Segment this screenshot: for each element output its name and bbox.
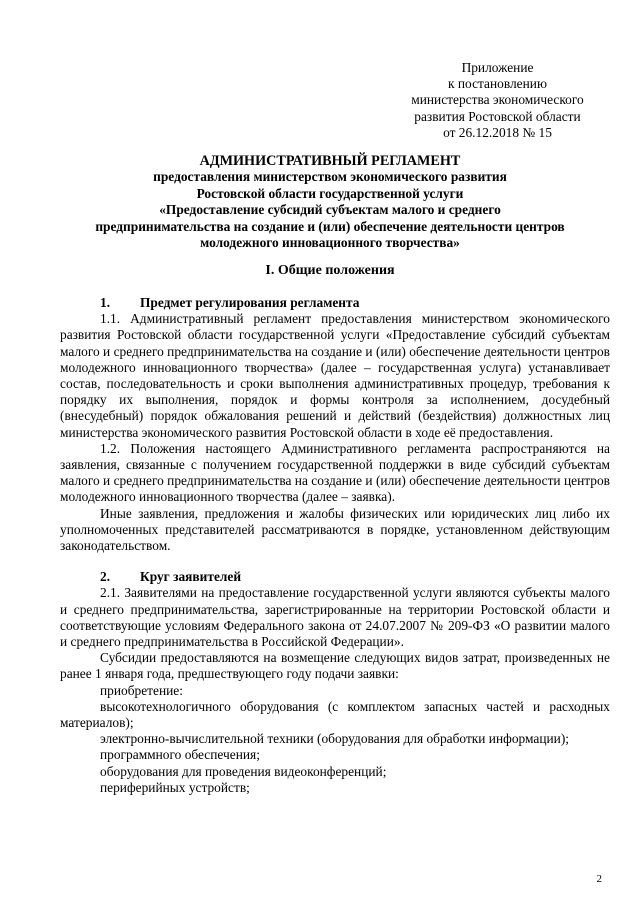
- appendix-line: от 26.12.2018 № 15: [443, 124, 552, 140]
- title-line: предоставления министерством экономического развития: [153, 169, 507, 185]
- paragraph-2-1: 2.1. Заявителями на предоставление государственной услуги являются субъекты малого и среднего предпринимательства, зарегистрированные на территории Ростовской области и соответствующие условиям Федерального закона от 24.07.2007 № 209-ФЗ «О развитии малого и среднего предпринимательства в Российской Федерации».: [60, 585, 610, 650]
- paragraph-1-2: 1.2. Положения настоящего Административного регламента распространяются на заявления, связанные с получением государственной поддержки в виде субсидий субъектам малого и среднего предпринимательства на создание и (или) обеспечение деятельности центров молодежного инновационного творчества (далее – заявка).: [60, 440, 610, 505]
- list-item: электронно-вычислительной техники (оборудования для обработки информации);: [100, 731, 570, 747]
- title-main: АДМИНИСТРАТИВНЫЙ РЕГЛАМЕНТ: [199, 153, 461, 169]
- appendix-note: [375, 60, 620, 141]
- appendix-line: к постановлению: [448, 76, 547, 92]
- page-number: 2: [596, 873, 602, 885]
- list-item: программного обеспечения;: [100, 747, 260, 763]
- subsection-title: Предмет регулирования регламента: [140, 295, 360, 310]
- list-item: периферийных устройств;: [100, 779, 250, 795]
- subsection-heading-2: [60, 569, 610, 585]
- list-item: приобретение:: [100, 682, 183, 698]
- title-line: «Предоставление субсидий субъектам малого и среднего: [159, 202, 501, 218]
- subsection-number: 2.: [100, 569, 111, 585]
- document-title: [60, 153, 600, 251]
- subsection-number: 1.: [100, 295, 111, 310]
- appendix-line: Приложение: [461, 60, 534, 75]
- title-line: молодежного инновационного творчества»: [200, 235, 460, 251]
- title-line: Ростовской области государственной услуги: [196, 185, 464, 201]
- paragraph-1-3: Иные заявления, предложения и жалобы физических или юридических лиц либо их уполномоченных представителей рассматриваются в порядке, установленном действующим законодательством.: [60, 505, 610, 554]
- subsection-title: Круг заявителей: [140, 569, 242, 585]
- appendix-line: министерства экономического: [411, 92, 584, 108]
- paragraph-2-2: Субсидии предоставляются на возмещение следующих видов затрат, произведенных не ранее 1 января года, предшествующего году подачи заявки:: [60, 650, 610, 682]
- subsection-heading-1: [60, 295, 610, 311]
- appendix-line: развития Ростовской области: [414, 108, 581, 124]
- title-line: предпринимательства на создание и (или) обеспечение деятельности центров: [95, 218, 565, 234]
- paragraph-1-1: 1.1. Административный регламент предоставления министерством экономического развития Ростовской области государственной услуги «Предоставление субсидий субъектам малого и среднего предпринимательства на создание и (или) обеспечение деятельности центров молодежного инновационного творчества» (далее – государственная услуга) устанавливает состав, последовательность и сроки выполнения административных процедур, требования к порядку их выполнения, порядок и формы контроля за исполнением, досудебный (внесудебный) порядок обжалования решений и действий (бездействия) должностных лиц министерства экономического развития Ростовской области в ходе её предоставления.: [60, 311, 610, 440]
- section-heading: I. Общие положения: [265, 263, 395, 278]
- list-item: высокотехнологичного оборудования (с комплектом запасных частей и расходных материалов);: [60, 698, 610, 731]
- list-item: оборудования для проведения видеоконференций;: [100, 763, 387, 779]
- document-body: [60, 295, 610, 796]
